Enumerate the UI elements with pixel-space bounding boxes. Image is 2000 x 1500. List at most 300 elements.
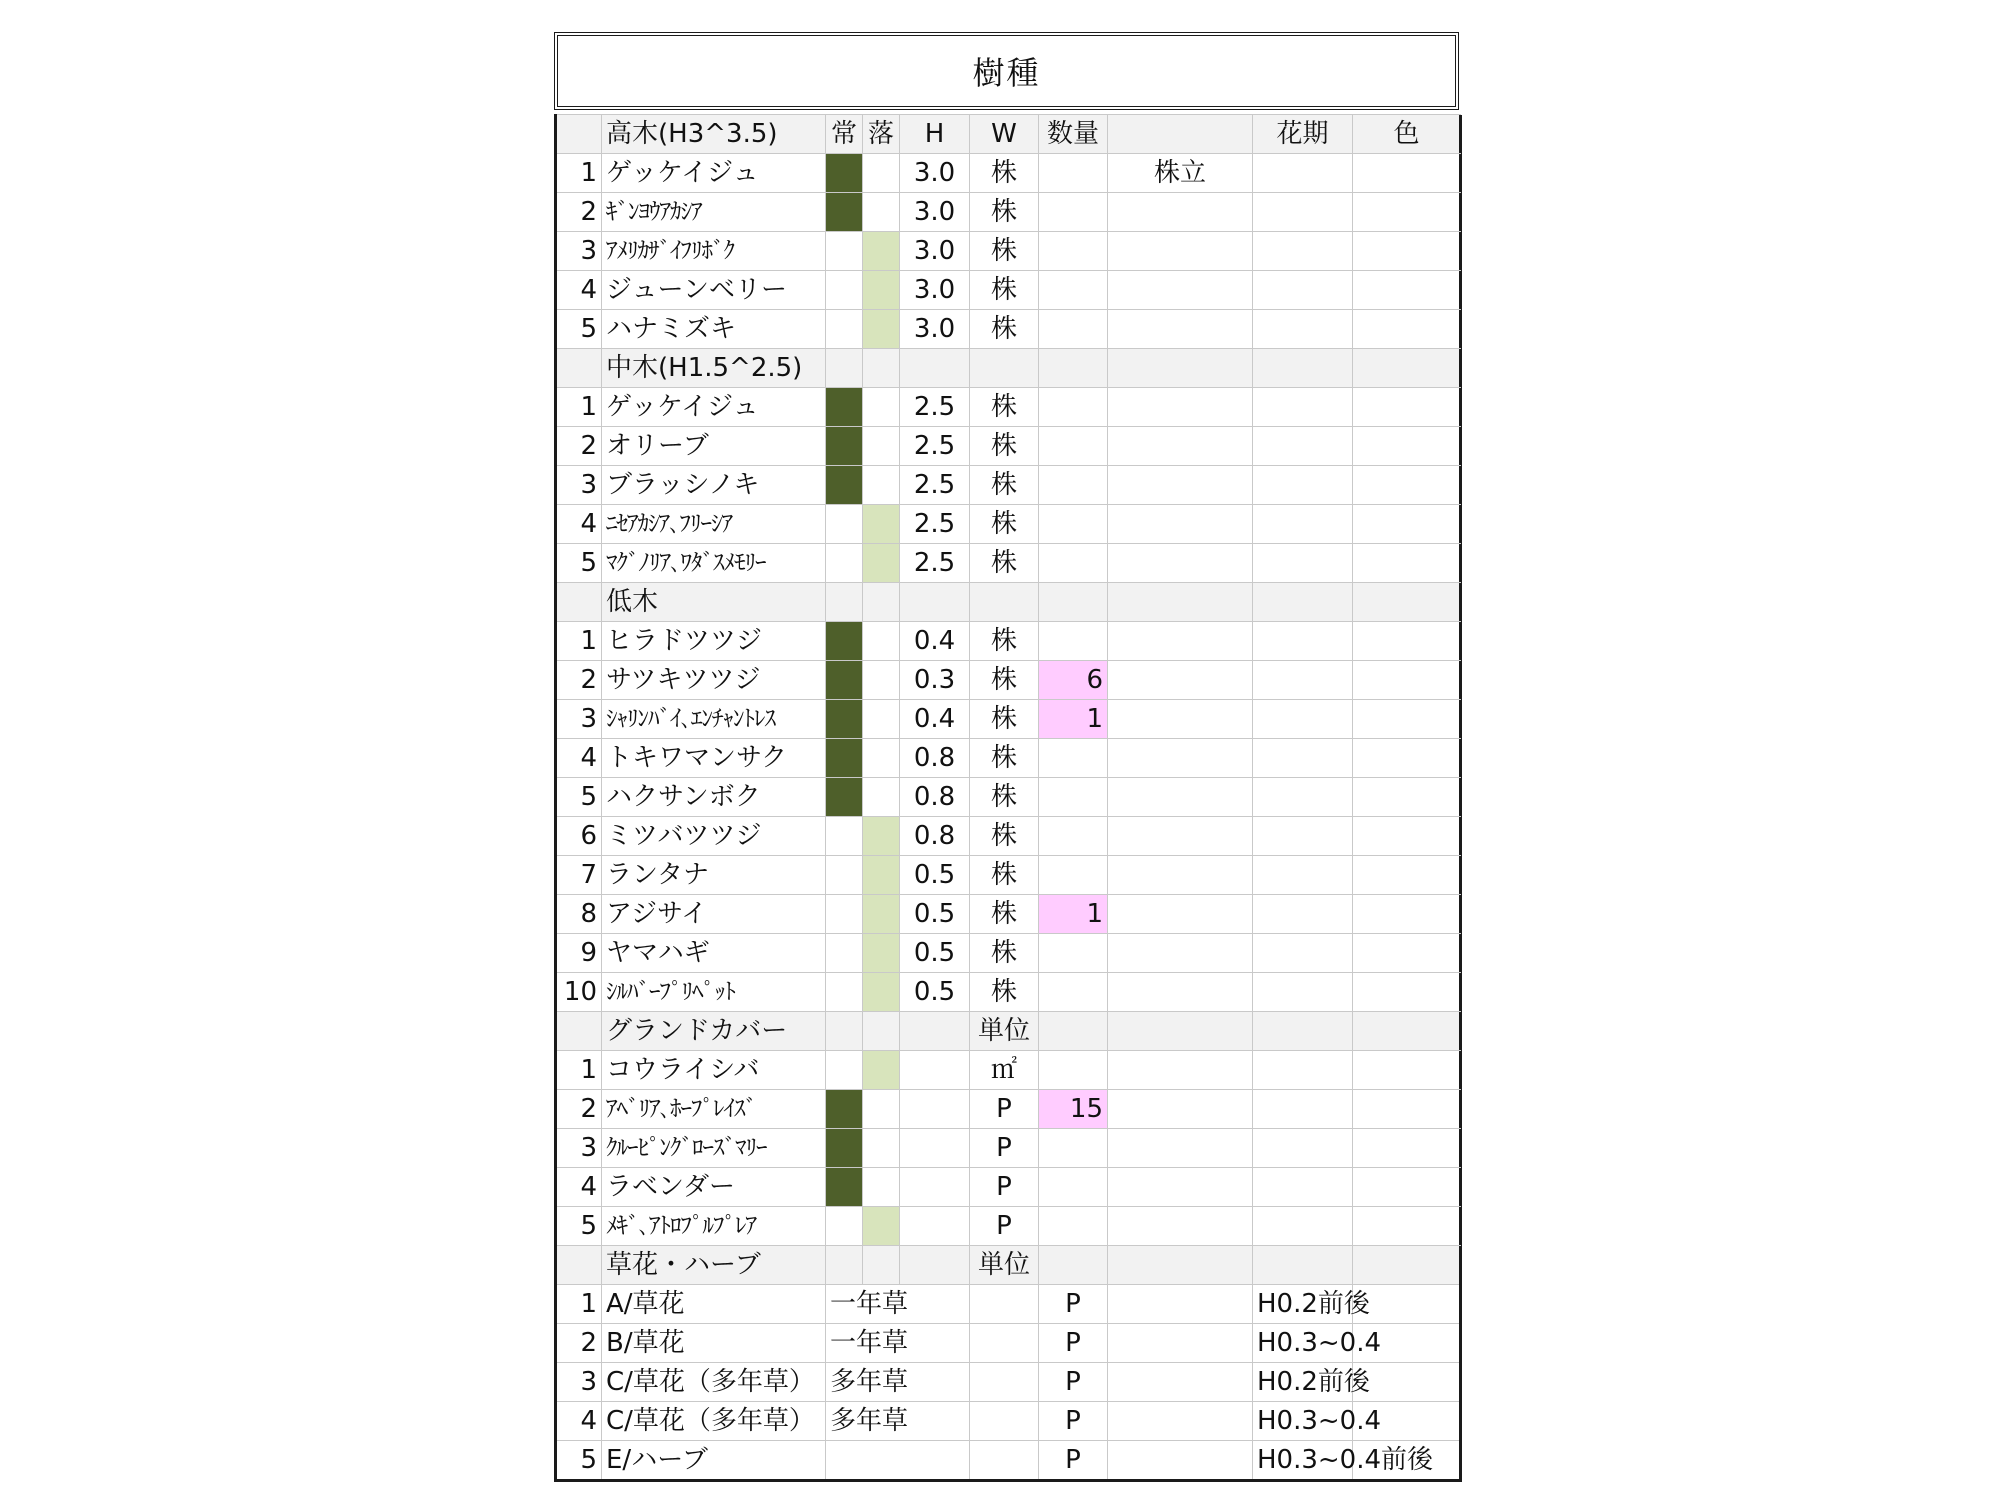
evergreen-marker[interactable] (826, 232, 863, 271)
sheet-title: 樹種 (554, 32, 1459, 110)
flowering-cell[interactable] (1253, 154, 1353, 193)
deciduous-marker[interactable] (863, 1207, 900, 1246)
species-name[interactable]: オリーブ (602, 427, 826, 466)
flowering-cell[interactable] (1253, 1090, 1353, 1129)
deciduous-marker[interactable] (863, 427, 900, 466)
plant-type[interactable]: 一年草 (826, 1285, 970, 1324)
unit-value[interactable]: 株 (970, 271, 1039, 310)
unit-value[interactable]: P (1039, 1324, 1108, 1363)
height-value[interactable]: 0.4 (900, 622, 970, 661)
height-value[interactable] (900, 1051, 970, 1090)
deciduous-marker[interactable] (863, 466, 900, 505)
evergreen-marker[interactable] (826, 856, 863, 895)
unit-value[interactable]: 株 (970, 934, 1039, 973)
unit-value[interactable]: 株 (970, 154, 1039, 193)
color-cell[interactable] (1353, 232, 1461, 271)
unit-value[interactable]: 株 (970, 700, 1039, 739)
height-value[interactable] (970, 1324, 1039, 1363)
evergreen-marker[interactable] (826, 427, 863, 466)
color-cell[interactable] (1353, 1051, 1461, 1090)
note-cell[interactable] (1108, 1207, 1253, 1246)
color-cell[interactable] (1353, 310, 1461, 349)
color-cell[interactable] (1353, 427, 1461, 466)
height-value[interactable]: 0.4 (900, 700, 970, 739)
row-number: 4 (556, 1168, 602, 1207)
deciduous-marker[interactable] (863, 700, 900, 739)
quantity-cell[interactable] (1039, 427, 1108, 466)
category-dec (863, 1012, 900, 1051)
flowering-cell[interactable] (1253, 544, 1353, 583)
unit-value[interactable]: P (1039, 1363, 1108, 1402)
evergreen-marker[interactable] (826, 193, 863, 232)
height-value[interactable]: 2.5 (900, 388, 970, 427)
species-name[interactable]: ジューンベリー (602, 271, 826, 310)
quantity-cell[interactable] (1039, 310, 1108, 349)
species-name[interactable]: コウライシバ (602, 1051, 826, 1090)
color-cell[interactable] (1353, 271, 1461, 310)
evergreen-marker[interactable] (826, 739, 863, 778)
species-name[interactable]: ｼｬﾘﾝﾊﾞｲ､ｴﾝﾁｬﾝﾄﾚｽ (602, 700, 826, 739)
species-name[interactable]: ｱﾍﾞﾘｱ､ﾎｰﾌﾟﾚｲｽﾞ (602, 1090, 826, 1129)
evergreen-marker[interactable] (826, 271, 863, 310)
color-cell[interactable] (1353, 544, 1461, 583)
quantity-cell[interactable] (1039, 388, 1108, 427)
note-cell[interactable]: H0.3~0.4 (1253, 1402, 1353, 1441)
row-number: 6 (556, 817, 602, 856)
height-value[interactable]: 3.0 (900, 271, 970, 310)
flowering-cell[interactable] (1253, 661, 1353, 700)
plant-type[interactable]: 一年草 (826, 1324, 970, 1363)
deciduous-marker[interactable] (863, 817, 900, 856)
quantity-cell[interactable] (1039, 193, 1108, 232)
height-value[interactable] (970, 1285, 1039, 1324)
height-value[interactable]: 0.8 (900, 778, 970, 817)
unit-value[interactable]: 株 (970, 466, 1039, 505)
height-value[interactable]: 3.0 (900, 193, 970, 232)
height-value[interactable]: 3.0 (900, 232, 970, 271)
color-cell[interactable] (1353, 934, 1461, 973)
quantity-cell[interactable] (1039, 1051, 1108, 1090)
table-row (556, 1324, 1461, 1363)
quantity-cell[interactable]: 6 (1039, 661, 1108, 700)
color-cell[interactable] (1353, 1129, 1461, 1168)
unit-value[interactable]: 株 (970, 388, 1039, 427)
height-value[interactable]: 0.3 (900, 661, 970, 700)
note-cell[interactable]: 株立 (1108, 154, 1253, 193)
species-name[interactable]: A/草花 (602, 1285, 826, 1324)
deciduous-marker[interactable] (863, 232, 900, 271)
unit-value[interactable]: ㎡ (970, 1051, 1039, 1090)
height-value[interactable]: 3.0 (900, 310, 970, 349)
unit-value[interactable]: 株 (970, 427, 1039, 466)
height-value[interactable] (900, 1207, 970, 1246)
quantity-cell[interactable] (1039, 1168, 1108, 1207)
quantity-cell[interactable] (1039, 622, 1108, 661)
height-value[interactable] (970, 1441, 1039, 1481)
color-cell[interactable] (1353, 778, 1461, 817)
header-width: W (970, 115, 1039, 154)
flowering-cell[interactable] (1253, 973, 1353, 1012)
species-name[interactable]: トキワマンサク (602, 739, 826, 778)
color-cell[interactable] (1353, 622, 1461, 661)
category-h (900, 1246, 970, 1285)
note-cell[interactable] (1108, 232, 1253, 271)
species-name[interactable]: ミツバツツジ (602, 817, 826, 856)
species-name[interactable]: ゲッケイジュ (602, 388, 826, 427)
species-name[interactable]: E/ハーブ (602, 1441, 826, 1481)
species-name[interactable]: ﾒｷﾞ､ｱﾄﾛﾌﾟﾙﾌﾟﾚｱ (602, 1207, 826, 1246)
evergreen-marker[interactable] (826, 1129, 863, 1168)
evergreen-marker[interactable] (826, 661, 863, 700)
deciduous-marker[interactable] (863, 193, 900, 232)
quantity-cell[interactable] (1039, 466, 1108, 505)
species-name[interactable]: ラベンダー (602, 1168, 826, 1207)
species-name[interactable]: C/草花（多年草） (602, 1363, 826, 1402)
unit-value[interactable]: 株 (970, 232, 1039, 271)
species-name[interactable]: アジサイ (602, 895, 826, 934)
evergreen-marker[interactable] (826, 154, 863, 193)
height-value[interactable]: 2.5 (900, 427, 970, 466)
color-cell[interactable] (1353, 388, 1461, 427)
table-row (556, 1402, 1461, 1441)
row-number: 2 (556, 427, 602, 466)
species-name[interactable]: ブラッシノキ (602, 466, 826, 505)
note-cell[interactable] (1108, 817, 1253, 856)
deciduous-marker[interactable] (863, 271, 900, 310)
quantity-cell[interactable] (1039, 973, 1108, 1012)
height-value[interactable]: 0.5 (900, 934, 970, 973)
flowering-cell[interactable] (1253, 739, 1353, 778)
note-cell[interactable] (1108, 505, 1253, 544)
deciduous-marker[interactable] (863, 1168, 900, 1207)
evergreen-marker[interactable] (826, 700, 863, 739)
row-number: 5 (556, 1441, 602, 1481)
height-value[interactable]: 3.0 (900, 154, 970, 193)
note-cell[interactable] (1108, 856, 1253, 895)
quantity-cell[interactable] (1108, 1285, 1253, 1324)
height-value[interactable] (900, 1090, 970, 1129)
height-value[interactable]: 2.5 (900, 505, 970, 544)
evergreen-marker[interactable] (826, 973, 863, 1012)
color-cell[interactable] (1353, 1168, 1461, 1207)
note-cell[interactable] (1108, 193, 1253, 232)
quantity-cell[interactable] (1039, 154, 1108, 193)
color-cell[interactable] (1353, 973, 1461, 1012)
flowering-cell[interactable] (1253, 466, 1353, 505)
flowering-cell[interactable] (1253, 856, 1353, 895)
header-color: 色 (1353, 115, 1461, 154)
deciduous-marker[interactable] (863, 1051, 900, 1090)
table-row (556, 622, 1461, 661)
species-name[interactable]: ｷﾞﾝﾖｳｱｶｼｱ (602, 193, 826, 232)
quantity-cell[interactable] (1108, 1363, 1253, 1402)
note-cell[interactable]: H0.3~0.4 (1253, 1324, 1353, 1363)
height-value[interactable]: 0.5 (900, 895, 970, 934)
note-cell[interactable] (1108, 310, 1253, 349)
deciduous-marker[interactable] (863, 934, 900, 973)
row-number: 5 (556, 1207, 602, 1246)
height-value[interactable] (900, 1129, 970, 1168)
evergreen-marker[interactable] (826, 895, 863, 934)
unit-value[interactable]: P (1039, 1402, 1108, 1441)
color-cell[interactable] (1353, 1207, 1461, 1246)
note-cell[interactable] (1108, 934, 1253, 973)
deciduous-marker[interactable] (863, 544, 900, 583)
flowering-cell[interactable] (1253, 271, 1353, 310)
evergreen-marker[interactable] (826, 544, 863, 583)
row-number: 4 (556, 505, 602, 544)
table-row (556, 232, 1461, 271)
category-unit: 単位 (970, 1246, 1039, 1285)
species-name[interactable]: ハナミズキ (602, 310, 826, 349)
note-cell[interactable] (1108, 466, 1253, 505)
plant-type[interactable]: 多年草 (826, 1402, 970, 1441)
flowering-cell[interactable] (1253, 1129, 1353, 1168)
quantity-cell[interactable] (1108, 1402, 1253, 1441)
row-number: 3 (556, 1363, 602, 1402)
evergreen-marker[interactable] (826, 934, 863, 973)
evergreen-marker[interactable] (826, 1090, 863, 1129)
quantity-cell[interactable] (1039, 856, 1108, 895)
unit-value[interactable]: 株 (970, 973, 1039, 1012)
header-height: H (900, 115, 970, 154)
category-empty (1353, 349, 1461, 388)
height-value[interactable]: 0.8 (900, 817, 970, 856)
evergreen-marker[interactable] (826, 622, 863, 661)
species-name[interactable]: ｼﾙﾊﾞｰﾌﾟﾘﾍﾟｯﾄ (602, 973, 826, 1012)
unit-value[interactable]: 株 (970, 817, 1039, 856)
species-name[interactable]: ゲッケイジュ (602, 154, 826, 193)
row-number: 2 (556, 661, 602, 700)
quantity-cell[interactable]: 1 (1039, 895, 1108, 934)
unit-value[interactable]: P (970, 1168, 1039, 1207)
category-num (556, 583, 602, 622)
evergreen-marker[interactable] (826, 778, 863, 817)
species-name[interactable]: ヤマハギ (602, 934, 826, 973)
species-name[interactable]: ﾏｸﾞﾉﾘｱ､ﾜﾀﾞｽﾒﾓﾘｰ (602, 544, 826, 583)
note-cell[interactable] (1108, 973, 1253, 1012)
flowering-cell[interactable] (1253, 1207, 1353, 1246)
table-row (556, 1207, 1461, 1246)
plant-type[interactable]: 多年草 (826, 1363, 970, 1402)
note-cell[interactable] (1108, 544, 1253, 583)
height-value[interactable] (970, 1363, 1039, 1402)
color-cell[interactable] (1353, 661, 1461, 700)
note-cell[interactable] (1108, 1051, 1253, 1090)
row-number: 2 (556, 1324, 602, 1363)
table-row (556, 544, 1461, 583)
species-name[interactable]: サツキツツジ (602, 661, 826, 700)
deciduous-marker[interactable] (863, 154, 900, 193)
flowering-cell[interactable] (1253, 934, 1353, 973)
color-cell[interactable] (1353, 466, 1461, 505)
evergreen-marker[interactable] (826, 1168, 863, 1207)
flowering-cell[interactable] (1253, 817, 1353, 856)
table-row (556, 856, 1461, 895)
unit-value[interactable]: 株 (970, 895, 1039, 934)
category-ev (826, 583, 863, 622)
table-row (556, 427, 1461, 466)
quantity-cell[interactable] (1039, 739, 1108, 778)
quantity-cell[interactable]: 1 (1039, 700, 1108, 739)
unit-value[interactable]: P (970, 1090, 1039, 1129)
evergreen-marker[interactable] (826, 817, 863, 856)
note-cell[interactable] (1108, 700, 1253, 739)
row-number: 5 (556, 778, 602, 817)
flowering-cell[interactable] (1253, 778, 1353, 817)
species-name[interactable]: B/草花 (602, 1324, 826, 1363)
category-ev (826, 1012, 863, 1051)
category-row (556, 349, 1461, 388)
deciduous-marker[interactable] (863, 739, 900, 778)
deciduous-marker[interactable] (863, 895, 900, 934)
color-cell[interactable] (1353, 895, 1461, 934)
height-value[interactable]: 0.5 (900, 973, 970, 1012)
unit-value[interactable]: 株 (970, 661, 1039, 700)
species-name[interactable]: ランタナ (602, 856, 826, 895)
note-cell[interactable] (1108, 739, 1253, 778)
evergreen-marker[interactable] (826, 310, 863, 349)
quantity-cell[interactable] (1039, 778, 1108, 817)
unit-value[interactable]: P (970, 1129, 1039, 1168)
table-row (556, 934, 1461, 973)
unit-value[interactable]: 株 (970, 193, 1039, 232)
note-cell[interactable] (1108, 427, 1253, 466)
deciduous-marker[interactable] (863, 622, 900, 661)
deciduous-marker[interactable] (863, 973, 900, 1012)
color-cell[interactable] (1353, 739, 1461, 778)
row-number: 3 (556, 1129, 602, 1168)
unit-value[interactable]: 株 (970, 739, 1039, 778)
category-row (556, 1012, 1461, 1051)
unit-value[interactable]: P (970, 1207, 1039, 1246)
note-cell[interactable] (1108, 1090, 1253, 1129)
height-value[interactable]: 0.8 (900, 739, 970, 778)
note-cell[interactable]: H0.2前後 (1253, 1285, 1353, 1324)
evergreen-marker[interactable] (826, 1207, 863, 1246)
unit-value[interactable]: 株 (970, 622, 1039, 661)
quantity-cell[interactable] (1039, 232, 1108, 271)
unit-value[interactable]: P (1039, 1285, 1108, 1324)
deciduous-marker[interactable] (863, 1090, 900, 1129)
unit-value[interactable]: 株 (970, 310, 1039, 349)
unit-value[interactable]: 株 (970, 856, 1039, 895)
note-cell[interactable] (1108, 388, 1253, 427)
color-cell[interactable] (1353, 1090, 1461, 1129)
evergreen-marker[interactable] (826, 505, 863, 544)
color-cell[interactable] (1353, 505, 1461, 544)
category-ev (826, 349, 863, 388)
note-cell[interactable] (1108, 622, 1253, 661)
deciduous-marker[interactable] (863, 856, 900, 895)
deciduous-marker[interactable] (863, 1129, 900, 1168)
height-value[interactable]: 0.5 (900, 856, 970, 895)
height-value[interactable] (900, 1168, 970, 1207)
flowering-cell[interactable] (1253, 232, 1353, 271)
category-unit: 単位 (970, 1012, 1039, 1051)
flowering-cell[interactable] (1253, 388, 1353, 427)
species-name[interactable]: ｸﾙｰﾋﾟﾝｸﾞﾛｰｽﾞﾏﾘｰ (602, 1129, 826, 1168)
quantity-cell[interactable] (1039, 505, 1108, 544)
quantity-cell[interactable] (1039, 1129, 1108, 1168)
quantity-cell[interactable]: 15 (1039, 1090, 1108, 1129)
height-value[interactable]: 2.5 (900, 466, 970, 505)
species-name[interactable]: ハクサンボク (602, 778, 826, 817)
quantity-cell[interactable] (1039, 271, 1108, 310)
plant-type[interactable] (826, 1441, 970, 1481)
flowering-cell[interactable] (1253, 310, 1353, 349)
flowering-cell[interactable] (1253, 193, 1353, 232)
flowering-cell[interactable] (1253, 1168, 1353, 1207)
note-cell[interactable] (1108, 661, 1253, 700)
note-cell[interactable] (1108, 1168, 1253, 1207)
spreadsheet (554, 32, 1459, 1482)
note-cell[interactable] (1108, 895, 1253, 934)
note-cell[interactable] (1108, 778, 1253, 817)
flowering-cell[interactable] (1253, 1051, 1353, 1090)
table-row (556, 1363, 1461, 1402)
quantity-cell[interactable] (1108, 1441, 1253, 1481)
unit-value[interactable]: 株 (970, 505, 1039, 544)
quantity-cell[interactable] (1039, 1207, 1108, 1246)
category-h (900, 349, 970, 388)
color-cell[interactable] (1353, 193, 1461, 232)
height-value[interactable]: 2.5 (900, 544, 970, 583)
row-number: 4 (556, 739, 602, 778)
species-name[interactable]: ヒラドツツジ (602, 622, 826, 661)
flowering-cell[interactable] (1253, 427, 1353, 466)
species-name[interactable]: ﾆｾｱｶｼｱ､ﾌﾘｰｼｱ (602, 505, 826, 544)
deciduous-marker[interactable] (863, 388, 900, 427)
quantity-cell[interactable] (1039, 817, 1108, 856)
color-cell[interactable] (1353, 700, 1461, 739)
category-empty (1039, 349, 1108, 388)
deciduous-marker[interactable] (863, 505, 900, 544)
species-name[interactable]: ｱﾒﾘｶｻﾞｲﾌﾘﾎﾞｸ (602, 232, 826, 271)
category-empty (1039, 1246, 1108, 1285)
color-cell[interactable] (1353, 856, 1461, 895)
quantity-cell[interactable] (1039, 544, 1108, 583)
row-number: 4 (556, 1402, 602, 1441)
table-row (556, 505, 1461, 544)
row-number: 5 (556, 310, 602, 349)
evergreen-marker[interactable] (826, 466, 863, 505)
note-cell[interactable] (1108, 1129, 1253, 1168)
color-cell[interactable] (1353, 154, 1461, 193)
color-cell[interactable] (1353, 817, 1461, 856)
height-value[interactable] (970, 1402, 1039, 1441)
evergreen-marker[interactable] (826, 1051, 863, 1090)
flowering-cell[interactable] (1253, 700, 1353, 739)
note-cell[interactable] (1108, 271, 1253, 310)
deciduous-marker[interactable] (863, 310, 900, 349)
flowering-cell[interactable] (1253, 505, 1353, 544)
unit-value[interactable]: 株 (970, 544, 1039, 583)
flowering-cell[interactable] (1253, 895, 1353, 934)
note-cell[interactable]: H0.3~0.4前後 (1253, 1441, 1353, 1481)
deciduous-marker[interactable] (863, 661, 900, 700)
note-cell[interactable]: H0.2前後 (1253, 1363, 1353, 1402)
unit-value[interactable]: P (1039, 1441, 1108, 1481)
evergreen-marker[interactable] (826, 388, 863, 427)
unit-value[interactable]: 株 (970, 778, 1039, 817)
deciduous-marker[interactable] (863, 778, 900, 817)
quantity-cell[interactable] (1108, 1324, 1253, 1363)
quantity-cell[interactable] (1039, 934, 1108, 973)
row-number: 1 (556, 1285, 602, 1324)
flowering-cell[interactable] (1253, 622, 1353, 661)
species-name[interactable]: C/草花（多年草） (602, 1402, 826, 1441)
